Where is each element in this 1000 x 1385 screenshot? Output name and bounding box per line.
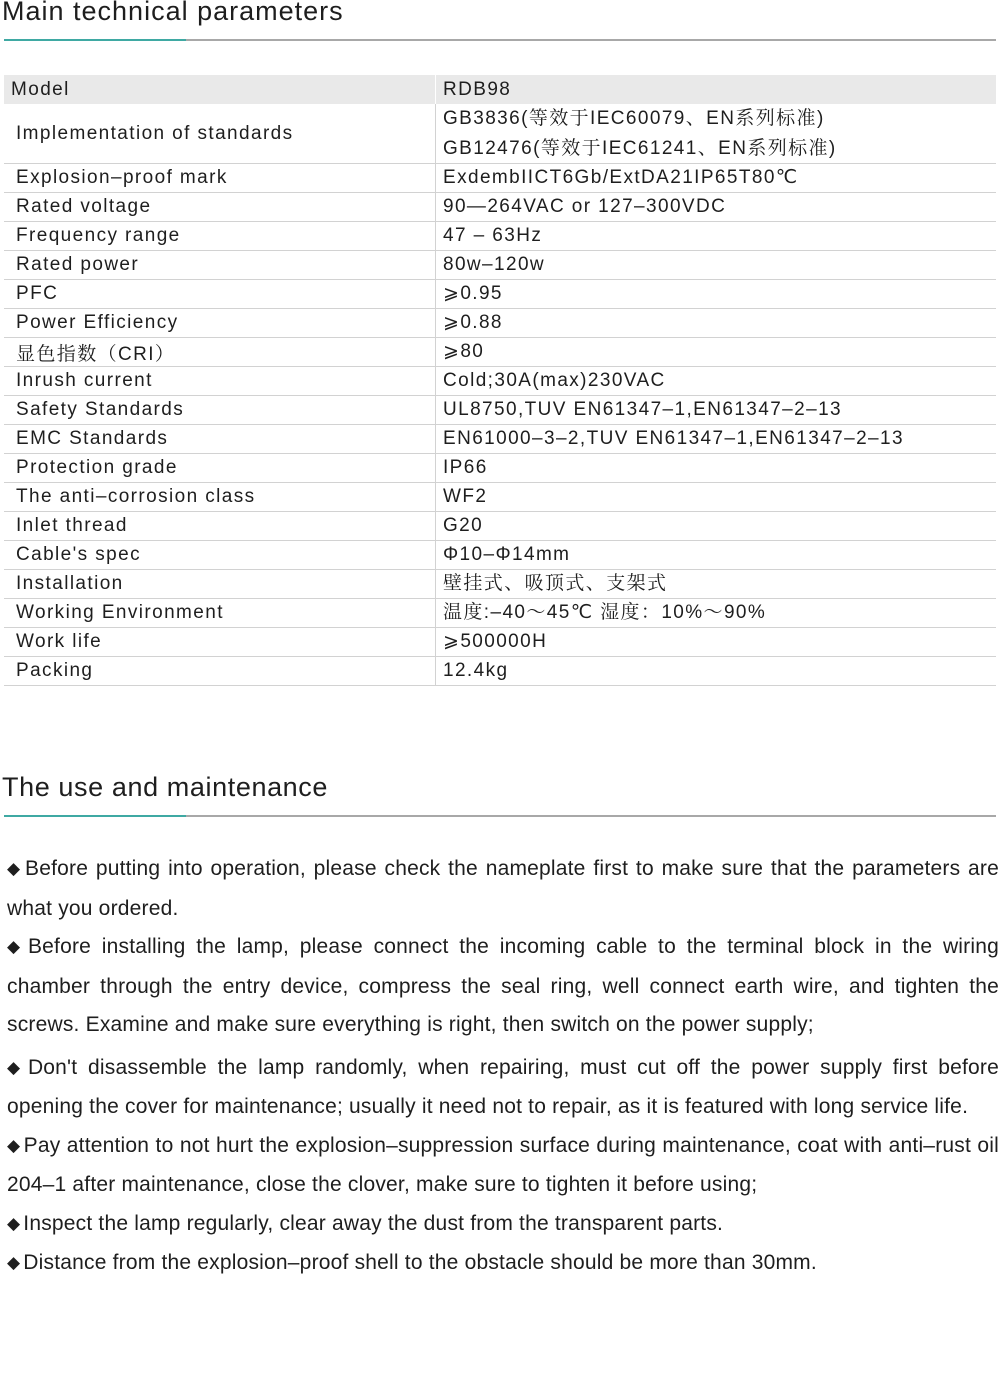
spec-value-line: 80w–120w (443, 254, 546, 275)
spec-value-line: RDB98 (443, 78, 512, 100)
specs-title-accent (4, 39, 186, 41)
spec-value-line: 温度:–40～45℃ 湿度：10%～90% (443, 602, 767, 623)
maintenance-title-rule (4, 815, 996, 817)
spec-label: Working Environment (4, 599, 436, 627)
maintenance-text: Before installing the lamp, please connect the incoming cable to the terminal block in the wiring chamber through the entry device, compress the seal ring, well connect earth wire, and tighten the screws. Examine and make sure everything is right, then switch on the power supply; (7, 935, 999, 1036)
maintenance-title: The use and maintenance (2, 772, 329, 802)
spec-value (436, 425, 996, 453)
spec-label: 显色指数（CRI） (4, 338, 436, 366)
spec-row (4, 222, 996, 251)
spec-label: The anti–corrosion class (4, 483, 436, 511)
maintenance-text: Distance from the explosion–proof shell to the obstacle should be more than 30mm. (23, 1251, 817, 1274)
spec-value (436, 628, 996, 656)
maintenance-item (7, 1244, 999, 1284)
spec-label: Cable's spec (4, 541, 436, 569)
spec-row (4, 251, 996, 280)
spec-value (436, 512, 996, 540)
diamond-bullet-icon: ◆ (7, 1057, 25, 1077)
spec-label: PFC (4, 280, 436, 308)
spec-value-line: ⩾500000H (443, 631, 548, 652)
diamond-bullet-icon: ◆ (7, 1253, 21, 1272)
diamond-bullet-icon: ◆ (7, 937, 25, 956)
spec-label: Safety Standards (4, 396, 436, 424)
spec-row (4, 309, 996, 338)
spec-value-line: 12.4kg (443, 660, 509, 681)
spec-row (4, 599, 996, 628)
spec-value (436, 396, 996, 424)
spec-label: Implementation of standards (4, 104, 436, 163)
spec-value (436, 657, 996, 685)
spec-value-line: GB12476(等效于IEC61241、EN系列标准) (443, 137, 837, 159)
spec-row (4, 104, 996, 164)
maintenance-text: Before putting into operation, please check the nameplate first to make sure that the parameters are what you ordered. (7, 857, 1000, 920)
spec-value-line: 47 – 63Hz (443, 225, 543, 246)
spec-value-line: EN61000–3–2,TUV EN61347–1,EN61347–2–13 (443, 428, 904, 449)
spec-value (436, 193, 996, 221)
spec-row (4, 628, 996, 657)
maintenance-item (7, 1049, 999, 1127)
spec-value (436, 104, 996, 163)
spec-value-line: WF2 (443, 486, 488, 507)
spec-row (4, 193, 996, 222)
maintenance-list (7, 850, 999, 1284)
spec-table (4, 75, 996, 686)
spec-value (436, 222, 996, 250)
spec-row (4, 454, 996, 483)
spec-value (436, 309, 996, 337)
spec-value-line: ⩾0.95 (443, 283, 503, 304)
spec-value-line: ExdembIICT6Gb/ExtDA21IP65T80℃ (443, 167, 799, 188)
spec-value-line: Φ10–Φ14mm (443, 544, 571, 565)
spec-value (436, 483, 996, 511)
diamond-bullet-icon: ◆ (7, 1135, 21, 1155)
spec-label: Frequency range (4, 222, 436, 250)
spec-row (4, 425, 996, 454)
maintenance-item (7, 1205, 999, 1245)
maintenance-item (7, 850, 999, 928)
spec-row (4, 512, 996, 541)
spec-label: Packing (4, 657, 436, 685)
spec-value (436, 599, 996, 627)
spec-row (4, 570, 996, 599)
spec-value-line: ⩾80 (443, 341, 485, 362)
spec-value-line: G20 (443, 515, 484, 536)
spec-row (4, 367, 996, 396)
spec-label: Explosion–proof mark (4, 164, 436, 192)
spec-row (4, 338, 996, 367)
spec-label: Model (4, 75, 436, 104)
spec-value (436, 251, 996, 279)
spec-label: Installation (4, 570, 436, 598)
spec-value-line: 壁挂式、吸顶式、支架式 (443, 573, 668, 594)
spec-label: Inrush current (4, 367, 436, 395)
spec-label: Inlet thread (4, 512, 436, 540)
spec-value (436, 164, 996, 192)
diamond-bullet-icon: ◆ (7, 859, 23, 878)
diamond-bullet-icon: ◆ (7, 1213, 21, 1233)
spec-row (4, 280, 996, 309)
maintenance-text: Inspect the lamp regularly, clear away the dust from the transparent parts. (23, 1211, 724, 1235)
spec-row (4, 164, 996, 193)
spec-value (436, 454, 996, 482)
spec-value (436, 280, 996, 308)
spec-row (4, 483, 996, 512)
maintenance-text: Don't disassemble the lamp randomly, when repairing, must cut off the power supply first before opening the cover for maintenance; usually it need not to repair, as it is featured with long service life. (7, 1055, 999, 1118)
spec-value-line: IP66 (443, 457, 488, 478)
spec-row (4, 75, 996, 104)
spec-label: Rated power (4, 251, 436, 279)
spec-value (436, 75, 996, 104)
spec-value-line: ⩾0.88 (443, 312, 503, 333)
spec-row (4, 657, 996, 686)
maintenance-title-accent (4, 815, 186, 817)
maintenance-text: Pay attention to not hurt the explosion–suppression surface during maintenance, coat with anti–rust oil 204–1 after maintenance, close the clover, make sure to tighten it before using; (7, 1133, 999, 1196)
specs-title: Main technical parameters (2, 0, 344, 26)
specs-title-rule (4, 39, 996, 41)
spec-label: Protection grade (4, 454, 436, 482)
spec-label: EMC Standards (4, 425, 436, 453)
spec-label: Rated voltage (4, 193, 436, 221)
spec-value-line: UL8750,TUV EN61347–1,EN61347–2–13 (443, 399, 843, 420)
spec-value-line: GB3836(等效于IEC60079、EN系列标准) (443, 107, 825, 129)
spec-label: Power Efficiency (4, 309, 436, 337)
spec-value (436, 338, 996, 366)
spec-value (436, 367, 996, 395)
spec-value (436, 541, 996, 569)
spec-row (4, 541, 996, 570)
maintenance-item (7, 1127, 999, 1205)
maintenance-item (7, 928, 999, 1045)
spec-label: Work life (4, 628, 436, 656)
spec-value (436, 570, 996, 598)
spec-value-line: Cold;30A(max)230VAC (443, 370, 666, 391)
spec-row (4, 396, 996, 425)
spec-value-line: 90—264VAC or 127–300VDC (443, 196, 727, 217)
